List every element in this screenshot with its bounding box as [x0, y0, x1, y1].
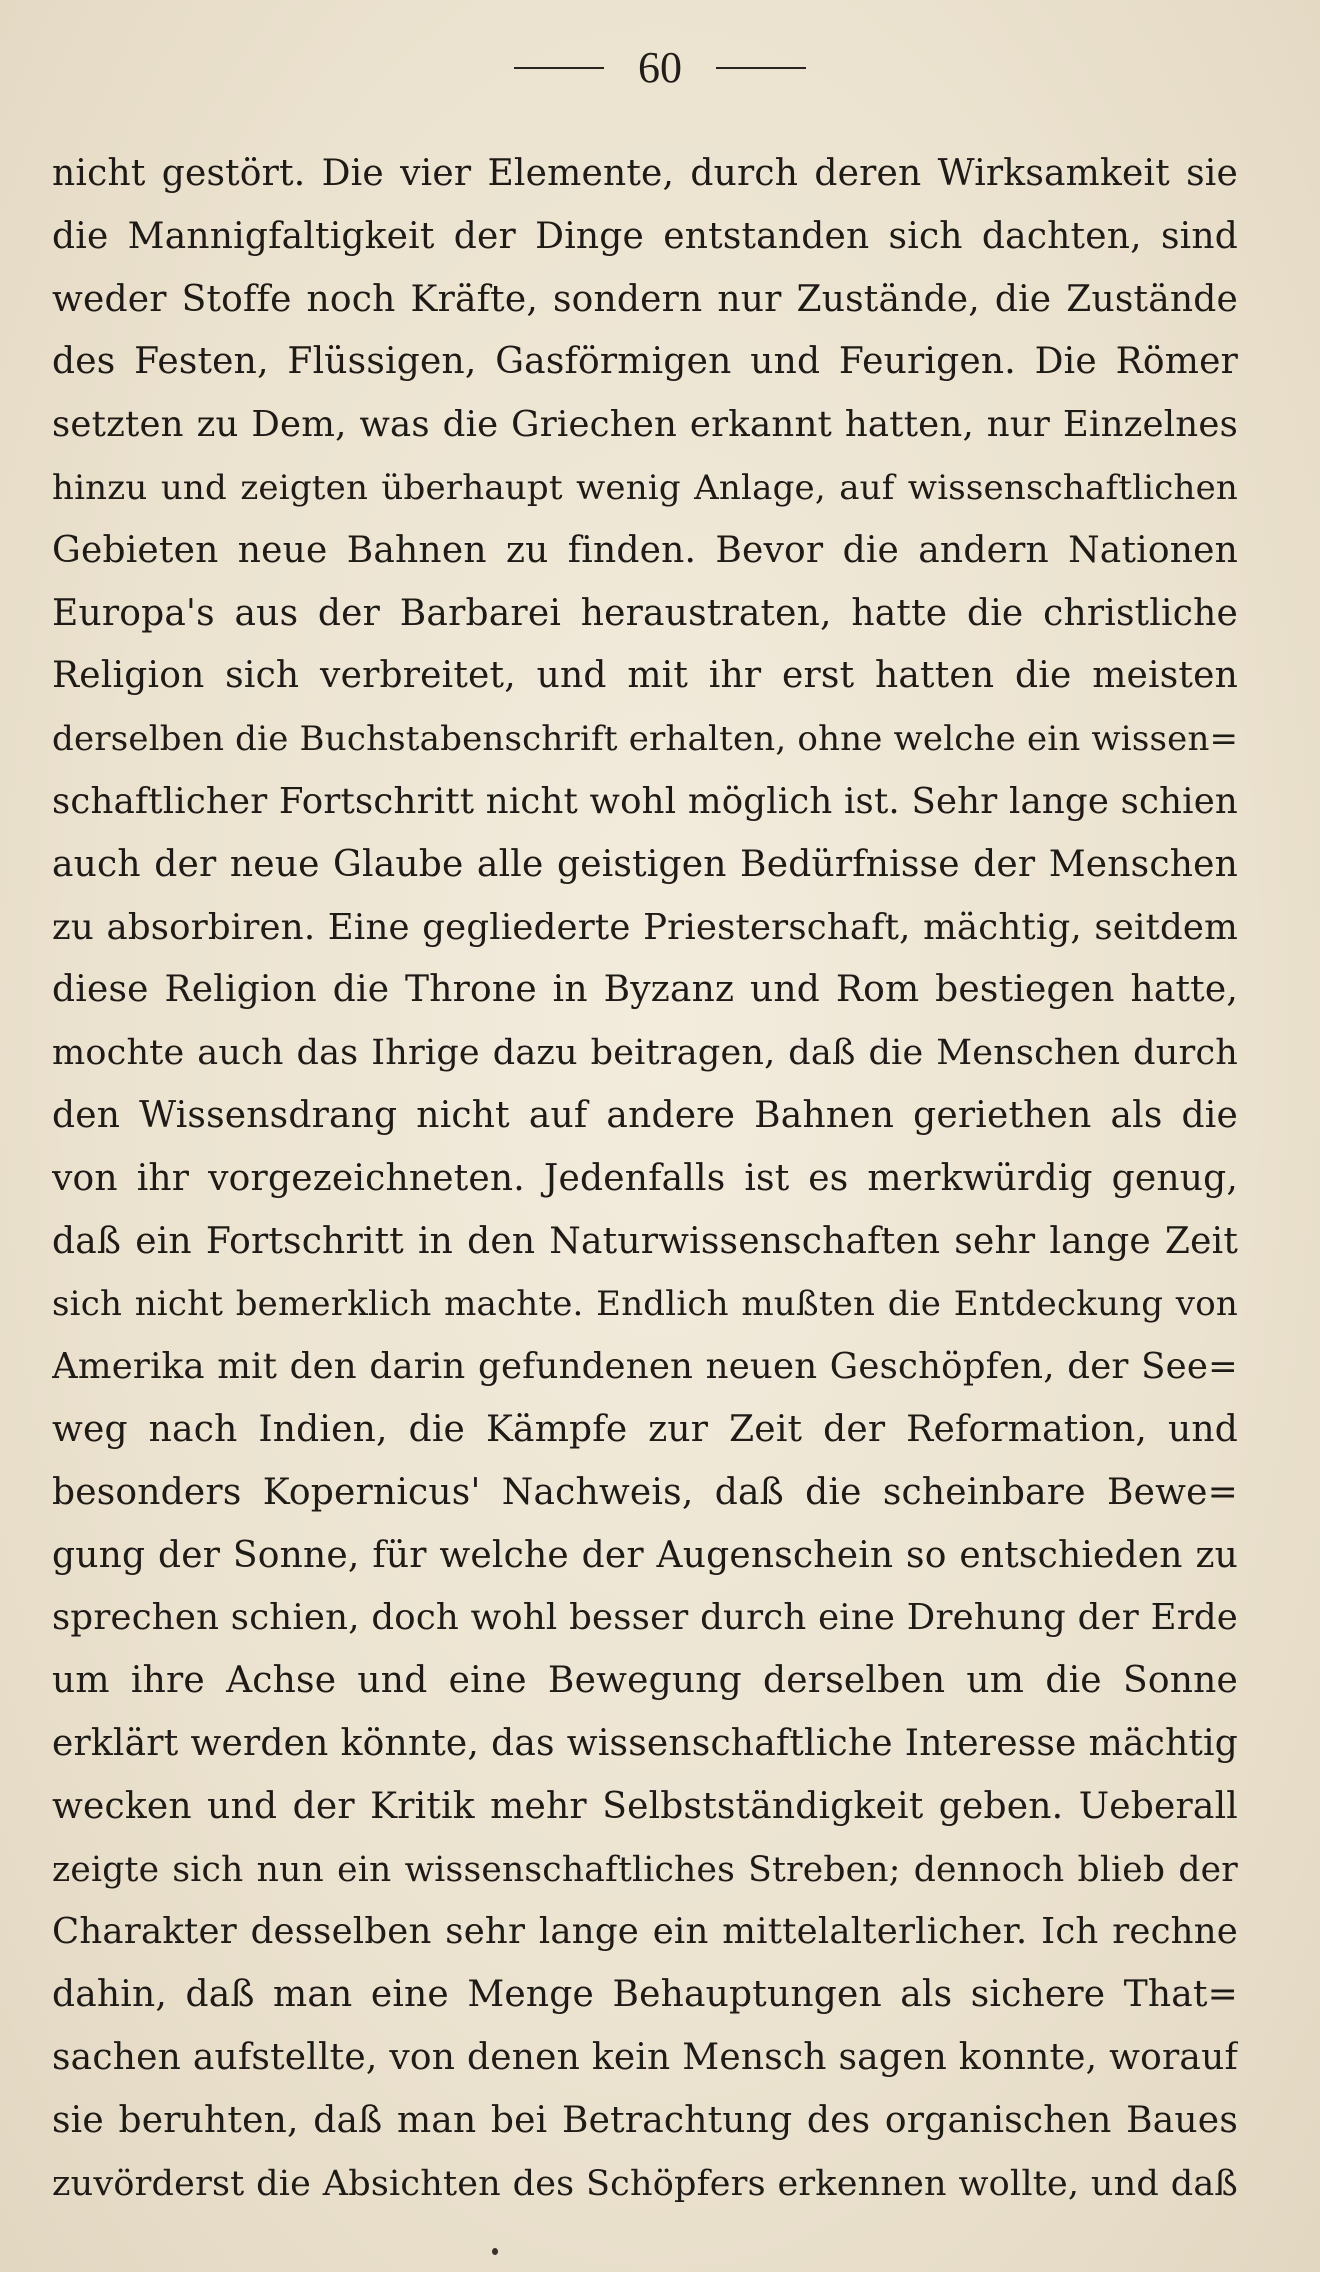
text-line: zeigte sich nun ein wissenschaftliches Streben; dennoch blieb der — [52, 1849, 1238, 1890]
text-line: daß ein Fortschritt in den Naturwissenschaften sehr lange Zeit — [52, 1220, 1238, 1262]
text-line: sich nicht bemerklich machte. Endlich mußten die Entdeckung von — [52, 1284, 1238, 1325]
text-line: sachen aufstellte, von denen kein Mensch sagen konnte, worauf — [52, 2036, 1238, 2078]
text-line: sie beruhten, daß man bei Betrachtung des organischen Baues — [52, 2099, 1238, 2141]
text-line: weg nach Indien, die Kämpfe zur Zeit der Reformation, und — [52, 1408, 1238, 1450]
text-line: Religion sich verbreitet, und mit ihr erst hatten die meisten — [52, 655, 1238, 697]
text-line: mochte auch das Ihrige dazu beitragen, daß die Menschen durch — [52, 1033, 1238, 1074]
text-line: nicht gestört. Die vier Elemente, durch deren Wirksamkeit sie — [52, 153, 1238, 194]
text-line: schaftlicher Fortschritt nicht wohl möglich ist. Sehr lange schien — [52, 780, 1238, 822]
page-number: 60 — [638, 43, 682, 92]
text-line: setzten zu Dem, was die Griechen erkannt hatten, nur Einzelnes — [52, 404, 1238, 446]
text-line: erklärt werden könnte, das wissenschaftliche Interesse mächtig — [52, 1722, 1238, 1764]
text-line: Gebieten neue Bahnen zu finden. Bevor die andern Nationen — [52, 529, 1238, 571]
text-line: wecken und der Kritik mehr Selbstständigkeit geben. Ueberall — [52, 1785, 1238, 1827]
text-line: des Festen, Flüssigen, Gasförmigen und Feurigen. Die Römer — [52, 341, 1238, 383]
text-line: weder Stoffe noch Kräfte, sondern nur Zustände, die Zustände — [52, 278, 1238, 320]
text-line: derselben die Buchstabenschrift erhalten, ohne welche ein wissen= — [52, 719, 1238, 760]
text-line: besonders Kopernicus' Nachweis, daß die scheinbare Bewe= — [52, 1471, 1238, 1513]
header-rule-left — [514, 67, 604, 69]
page-header — [0, 38, 1320, 98]
text-line: um ihre Achse und eine Bewegung derselben um die Sonne — [52, 1660, 1238, 1702]
text-line: auch der neue Glaube alle geistigen Bedürfnisse der Menschen — [52, 843, 1238, 885]
text-line: Europa's aus der Barbarei heraustraten, hatte die christliche — [52, 592, 1238, 634]
text-line: Charakter desselben sehr lange ein mittelalterlicher. Ich rechne — [52, 1911, 1238, 1953]
text-line: dahin, daß man eine Menge Behauptungen als sichere That= — [52, 1974, 1238, 2016]
text-line: den Wissensdrang nicht auf andere Bahnen geriethen als die — [52, 1094, 1238, 1136]
text-line: gung der Sonne, für welche der Augenschein so entschieden zu — [52, 1534, 1238, 1576]
body-text — [52, 143, 1238, 2215]
header-rule-right — [716, 67, 806, 69]
text-line: diese Religion die Throne in Byzanz und Rom bestiegen hatte, — [52, 969, 1238, 1011]
text-line: die Mannigfaltigkeit der Dinge entstanden sich dachten, sind — [52, 215, 1238, 257]
text-line: von ihr vorgezeichneten. Jedenfalls ist es merkwürdig genug, — [52, 1157, 1238, 1199]
ink-speck — [492, 2248, 498, 2255]
text-line: Amerika mit den darin gefundenen neuen Geschöpfen, der See= — [52, 1346, 1238, 1388]
text-line: zu absorbiren. Eine gegliederte Priesterschaft, mächtig, seitdem — [52, 906, 1238, 948]
text-line: hinzu und zeigten überhaupt wenig Anlage, auf wissenschaftlichen — [52, 467, 1238, 508]
text-line: zuvörderst die Absichten des Schöpfers erkennen wollte, und daß — [52, 2163, 1238, 2204]
text-line: sprechen schien, doch wohl besser durch eine Drehung der Erde — [52, 1597, 1238, 1639]
